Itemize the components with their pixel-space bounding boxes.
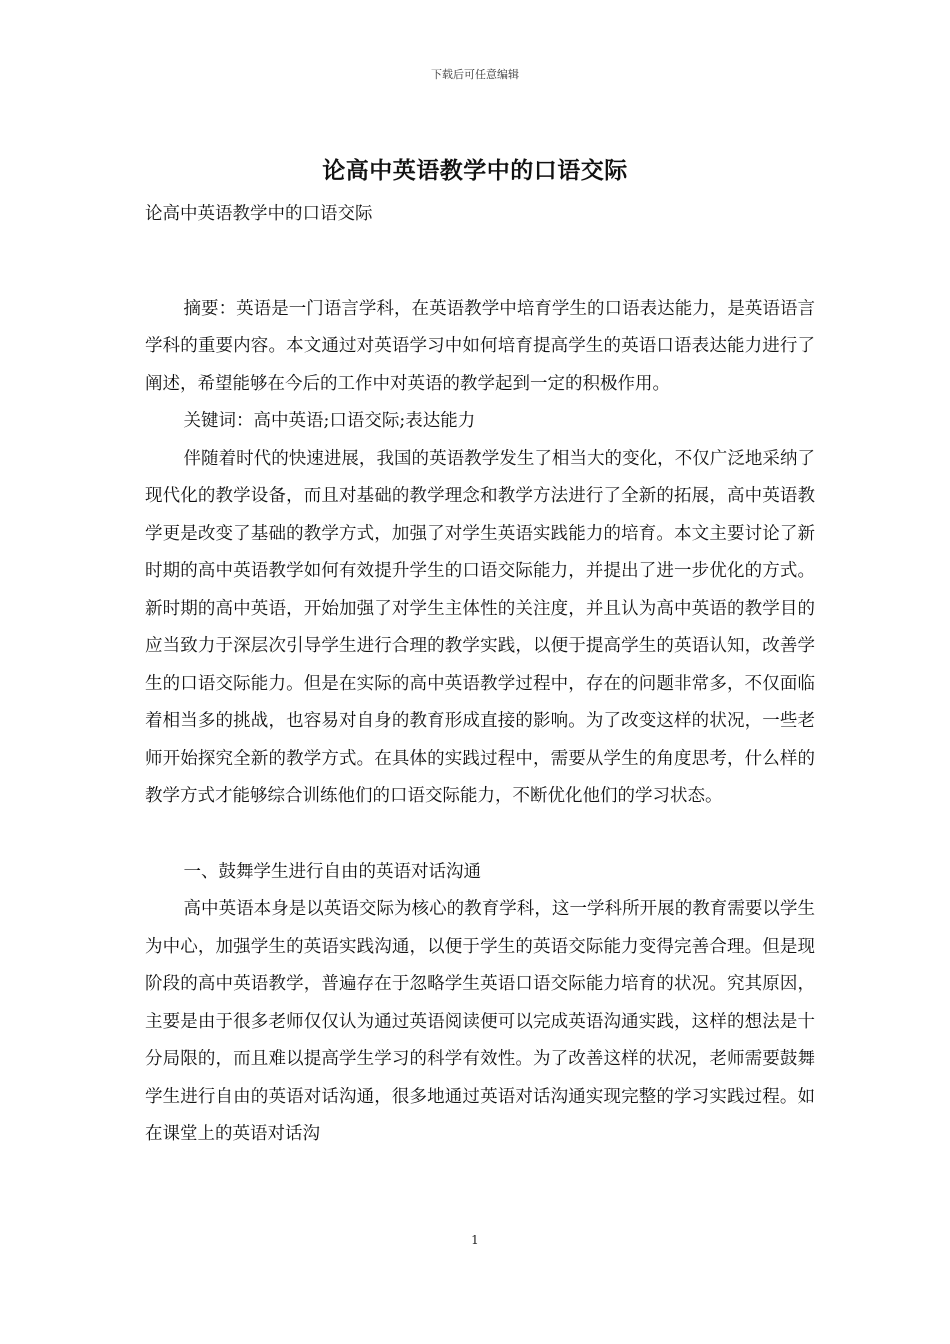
section-paragraph: 高中英语本身是以英语交际为核心的教育学科，这一学科所开展的教育需要以学生为中心，加强学生的英语实践沟通，以便于学生的英语交际能力变得完善合理。但是现阶段的高中英语教学，普遍存在于忽略学生英语口语交际能力培育的状况。究其原因，主要是由于很多老师仅仅认为通过英语阅读便可以完成英语沟通实践，这样的想法是十分局限的，而且难以提高学生学习的科学有效性。为了改善这样的状况，老师需要鼓舞学生进行自由的英语对话沟通，很多地通过英语对话沟通实现完整的学习实践过程。如在课堂上的英语对话沟: [145, 899, 815, 1144]
header-note: 下载后可任意编辑: [431, 68, 519, 81]
page-number: 1: [471, 1233, 479, 1247]
keywords-line: 关键词：高中英语;口语交际;表达能力: [183, 411, 476, 431]
intro-paragraph: 伴随着时代的快速进展，我国的英语教学发生了相当大的变化，不仅广泛地采纳了现代化的教学设备，而且对基础的教学理念和教学方法进行了全新的拓展，高中英语教学更是改变了基础的教学方式，加强了对学生英语实践能力的培育。本文主要讨论了新时期的高中英语教学如何有效提升学生的口语交际能力，并提出了进一步优化的方式。新时期的高中英语，开始加强了对学生主体性的关注度，并且认为高中英语的教学目的应当致力于深层次引导学生进行合理的教学实践，以便于提高学生的英语认知，改善学生的口语交际能力。但是在实际的高中英语教学过程中，存在的问题非常多，不仅面临着相当多的挑战，也容易对自身的教育形成直接的影响。为了改变这样的状况，一些老师开始探究全新的教学方式。在具体的实践过程中，需要从学生的角度思考，什么样的教学方式才能够综合训练他们的口语交际能力，不断优化他们的学习状态。: [145, 448, 815, 806]
document-subtitle: 论高中英语教学中的口语交际: [145, 204, 373, 224]
abstract-paragraph: 摘要：英语是一门语言学科，在英语教学中培育学生的口语表达能力，是英语语言学科的重要内容。本文通过对英语学习中如何培育提高学生的英语口语表达能力进行了阐述，希望能够在今后的工作中对英语的教学起到一定的积极作用。: [145, 298, 815, 394]
blank-line: [145, 816, 815, 854]
section-heading: 一、鼓舞学生进行自由的英语对话沟通: [183, 861, 481, 882]
blank-line: [145, 234, 815, 291]
document-body: [145, 196, 815, 1154]
document-title: 论高中英语教学中的口语交际: [322, 157, 628, 184]
